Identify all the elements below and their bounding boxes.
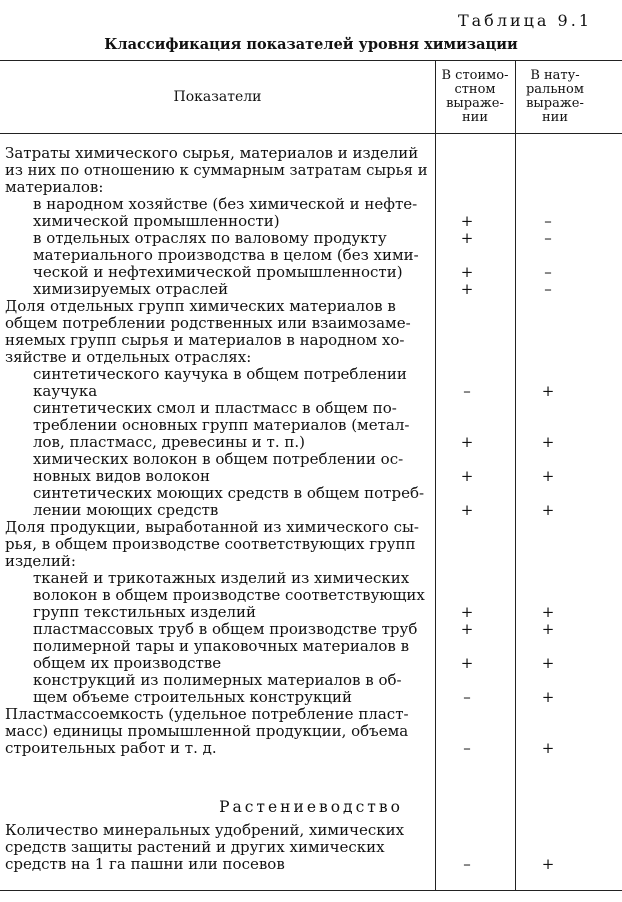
indicator-text: синтетических смол и пластмасс в общем по- bbox=[33, 399, 397, 417]
indicator-text: лов, пластмасс, древесины и т. п.) bbox=[33, 433, 306, 451]
indicator-text: пластмассовых труб в общем производстве труб bbox=[33, 620, 418, 638]
value-terms-mark: + bbox=[460, 263, 474, 281]
indicator-text: рья, в общем производстве соответствующих групп bbox=[5, 535, 416, 553]
value-terms-mark: – bbox=[463, 739, 471, 757]
natural-terms-mark: + bbox=[541, 501, 555, 519]
value-terms-mark: – bbox=[463, 382, 471, 400]
indicator-text: в народном хозяйстве (без химической и нефте- bbox=[33, 195, 418, 213]
indicator-text: изделий: bbox=[5, 552, 76, 570]
natural-terms-mark: + bbox=[541, 382, 555, 400]
natural-terms-mark: + bbox=[541, 654, 555, 672]
natural-terms-mark: + bbox=[541, 603, 555, 621]
indicator-text: химизируемых отраслей bbox=[33, 280, 229, 298]
indicator-text: масс) единицы промышленной продукции, объема bbox=[5, 722, 409, 740]
table-bottom-rule bbox=[0, 890, 622, 891]
header-bottom-rule bbox=[0, 133, 622, 134]
value-terms-mark: + bbox=[460, 212, 474, 230]
indicator-text: материального производства в целом (без хими- bbox=[33, 246, 419, 264]
indicator-text: синтетического каучука в общем потреблении bbox=[33, 365, 407, 383]
indicator-text: новных видов волокон bbox=[33, 467, 210, 485]
indicator-text: полимерной тары и упаковочных материалов в bbox=[33, 637, 410, 655]
header-value-terms: В стоимо- стном выраже- нии bbox=[441, 68, 509, 125]
indicator-text: ческой и нефтехимической промышленности) bbox=[33, 263, 403, 281]
indicator-text: щем объеме строительных конструкций bbox=[33, 688, 352, 706]
indicator-text: Количество минеральных удобрений, химических bbox=[5, 821, 405, 839]
value-terms-mark: + bbox=[460, 654, 474, 672]
indicator-text: треблении основных групп материалов (метал- bbox=[33, 416, 410, 434]
indicator-text: волокон в общем производстве соответствующих bbox=[33, 586, 425, 604]
table-title: Классификация показателей уровня химизации bbox=[104, 36, 518, 53]
value-terms-mark: + bbox=[460, 280, 474, 298]
indicator-text: общем их производстве bbox=[33, 654, 222, 672]
table-label: Таблица 9.1 bbox=[457, 11, 592, 30]
column-divider-2 bbox=[515, 60, 516, 890]
natural-terms-mark: + bbox=[541, 688, 555, 706]
natural-terms-mark: + bbox=[541, 433, 555, 451]
indicator-text: из них по отношению к суммарным затратам сырья и bbox=[5, 161, 428, 179]
natural-terms-mark: + bbox=[541, 739, 555, 757]
natural-terms-mark: – bbox=[544, 212, 552, 230]
natural-terms-mark: + bbox=[541, 467, 555, 485]
indicator-text: общем потреблении родственных или взаимозаме- bbox=[5, 314, 411, 332]
indicator-text: средств защиты растений и других химических bbox=[5, 838, 385, 856]
indicator-text: химических волокон в общем потреблении ос- bbox=[33, 450, 404, 468]
value-terms-mark: + bbox=[460, 433, 474, 451]
indicator-text: Доля отдельных групп химических материалов в bbox=[5, 297, 396, 315]
natural-terms-mark: + bbox=[541, 855, 555, 873]
indicator-text: каучука bbox=[33, 382, 98, 400]
natural-terms-mark: – bbox=[544, 229, 552, 247]
column-divider-1 bbox=[435, 60, 436, 890]
value-terms-mark: – bbox=[463, 688, 471, 706]
value-terms-mark: + bbox=[460, 501, 474, 519]
natural-terms-mark: – bbox=[544, 280, 552, 298]
indicator-text: групп текстильных изделий bbox=[33, 603, 256, 621]
indicator-text: няемых групп сырья и материалов в народном хо- bbox=[5, 331, 405, 349]
indicator-text: конструкций из полимерных материалов в об- bbox=[33, 671, 402, 689]
header-indicators: Показатели bbox=[173, 89, 262, 105]
indicator-text: материалов: bbox=[5, 178, 104, 196]
indicator-text: строительных работ и т. д. bbox=[5, 739, 217, 757]
value-terms-mark: + bbox=[460, 229, 474, 247]
header-top-rule bbox=[0, 60, 622, 61]
indicator-text: средств на 1 га пашни или посевов bbox=[5, 855, 285, 873]
value-terms-mark: + bbox=[460, 467, 474, 485]
value-terms-mark: + bbox=[460, 620, 474, 638]
natural-terms-mark: + bbox=[541, 620, 555, 638]
indicator-text: Пластмассоемкость (удельное потребление пласт- bbox=[5, 705, 409, 723]
indicator-text: химической промышленности) bbox=[33, 212, 280, 230]
indicator-text: Затраты химического сырья, материалов и изделий bbox=[5, 144, 419, 162]
indicator-text: синтетических моющих средств в общем потреб- bbox=[33, 484, 425, 502]
indicator-text: Доля продукции, выработанной из химического сы- bbox=[5, 518, 419, 536]
section-title: Растениеводство bbox=[219, 798, 403, 816]
indicator-text: тканей и трикотажных изделий из химических bbox=[33, 569, 410, 587]
value-terms-mark: – bbox=[463, 855, 471, 873]
indicator-text: в отдельных отраслях по валовому продукту bbox=[33, 229, 387, 247]
value-terms-mark: + bbox=[460, 603, 474, 621]
natural-terms-mark: – bbox=[544, 263, 552, 281]
header-natural-terms: В нату- ральном выраже- нии bbox=[525, 68, 584, 125]
indicator-text: лении моющих средств bbox=[33, 501, 219, 519]
indicator-text: зяйстве и отдельных отраслях: bbox=[5, 348, 252, 366]
